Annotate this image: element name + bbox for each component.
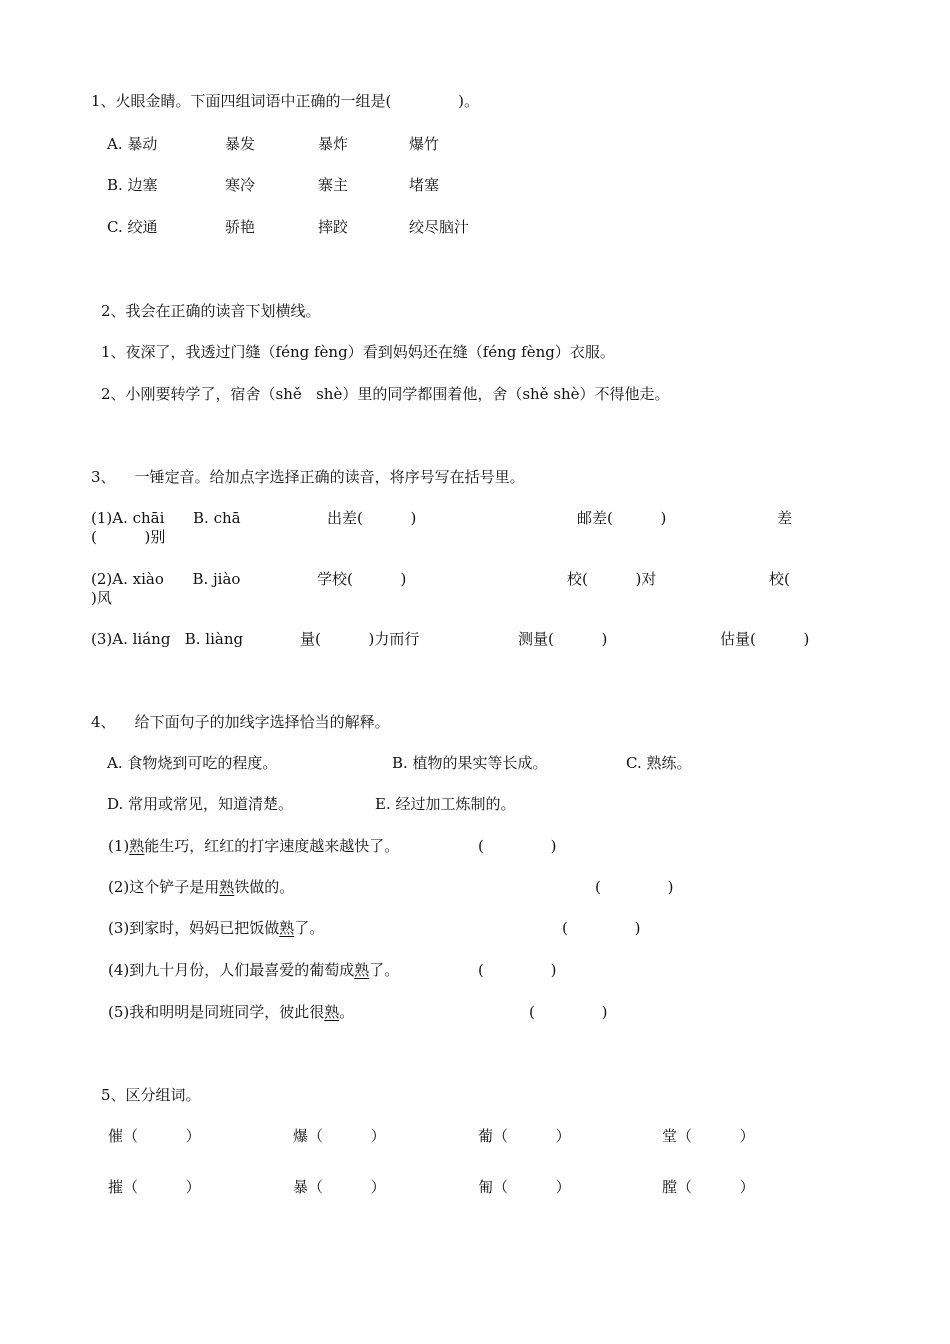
q1-option-c-label: C. 绞通	[107, 218, 158, 236]
q1-option-a-word: 暴发	[225, 135, 256, 153]
q5-word-pair: 催（ ）	[108, 1127, 201, 1145]
q5-word-pair: 葡（ ）	[478, 1127, 571, 1145]
q3-row1-item: 差	[777, 509, 793, 527]
q4-answer-blank: ( )	[478, 961, 557, 979]
q5-word-pair: 爆（ ）	[293, 1127, 386, 1145]
q1-option-b-word: 寒冷	[225, 176, 256, 194]
q3-row1-wrap: ( )别	[91, 528, 166, 546]
q4-sentence-5: (5)我和明明是同班同学，彼此很熟。	[108, 1003, 355, 1021]
q1-option-a-label: A. 暴动	[107, 135, 158, 153]
q4-sentence-4: (4)到九十月份，人们最喜爱的葡萄成熟了。	[108, 961, 400, 979]
q3-row1-item: 邮差( )	[577, 509, 667, 527]
q1-option-c-word: 摔跤	[318, 218, 349, 236]
q4-answer-blank: ( )	[478, 837, 557, 855]
q3-row2-item: 校( )对	[567, 570, 657, 588]
q1-option-b-word: 寨主	[318, 176, 349, 194]
q2-sentence-1: 1、夜深了，我透过门缝（féng fèng）看到妈妈还在缝（féng fèng）衣服。	[101, 343, 615, 361]
q4-sentence-3: (3)到家时，妈妈已把饭做熟了。	[108, 919, 325, 937]
q4-option-e: E. 经过加工炼制的。	[375, 795, 516, 813]
q3-row3-item: 测量( )	[518, 630, 608, 648]
underlined-char: 熟	[354, 961, 370, 979]
q5-word-pair: 摧（ ）	[108, 1178, 201, 1196]
q4-option-b: B. 植物的果实等长成。	[392, 754, 548, 772]
q4-answer-blank: ( )	[562, 919, 641, 937]
q3-row3-options: (3)A. liáng B. liàng	[91, 630, 244, 648]
q4-answer-blank: ( )	[595, 878, 674, 896]
underlined-char: 熟	[129, 837, 145, 855]
q5-word-pair: 堂（ ）	[662, 1127, 755, 1145]
q2-sentence-2: 2、小刚要转学了，宿舍（shě shè）里的同学都围着他，舍（shě shè）不得他走。	[101, 385, 670, 403]
q5-title: 5、区分组词。	[101, 1086, 201, 1104]
q4-sentence-2: (2)这个铲子是用熟铁做的。	[108, 878, 295, 896]
q3-row2-item: 学校( )	[317, 570, 407, 588]
q1-option-c-word: 骄艳	[225, 218, 256, 236]
q3-row3-item: 估量( )	[720, 630, 810, 648]
q3-title: 3、 一锤定音。给加点字选择正确的读音，将序号写在括号里。	[91, 468, 525, 486]
q2-title: 2、我会在正确的读音下划横线。	[101, 302, 321, 320]
q5-word-pair: 匍（ ）	[478, 1178, 571, 1196]
q1-option-b-word: 堵塞	[409, 176, 440, 194]
q1-title: 1、火眼金睛。下面四组词语中正确的一组是( )。	[91, 92, 480, 110]
q4-title: 4、 给下面句子的加线字选择恰当的解释。	[91, 713, 390, 731]
q1-option-a-word: 爆竹	[409, 135, 440, 153]
q1-option-b-label: B. 边塞	[107, 176, 158, 194]
q3-row1-options: (1)A. chāi B. chā	[91, 509, 241, 527]
q3-row3-item: 量( )力而行	[300, 630, 420, 648]
q3-row2-wrap: )风	[91, 589, 112, 607]
q5-word-pair: 膛（ ）	[662, 1178, 755, 1196]
q5-word-pair: 暴（ ）	[293, 1178, 386, 1196]
underlined-char: 熟	[324, 1003, 340, 1021]
q1-option-c-word: 绞尽脑汁	[409, 218, 470, 236]
underlined-char: 熟	[219, 878, 235, 896]
q3-row2-item: 校(	[769, 570, 790, 588]
q3-row1-item: 出差( )	[327, 509, 417, 527]
q4-answer-blank: ( )	[529, 1003, 608, 1021]
underlined-char: 熟	[279, 919, 295, 937]
q3-row2-options: (2)A. xiào B. jiào	[91, 570, 241, 588]
q4-option-a: A. 食物烧到可吃的程度。	[107, 754, 278, 772]
q4-option-d: D. 常用或常见，知道清楚。	[107, 795, 294, 813]
q1-option-a-word: 暴炸	[318, 135, 349, 153]
q4-option-c: C. 熟练。	[626, 754, 692, 772]
q4-sentence-1: (1)熟能生巧，红红的打字速度越来越快了。	[108, 837, 400, 855]
